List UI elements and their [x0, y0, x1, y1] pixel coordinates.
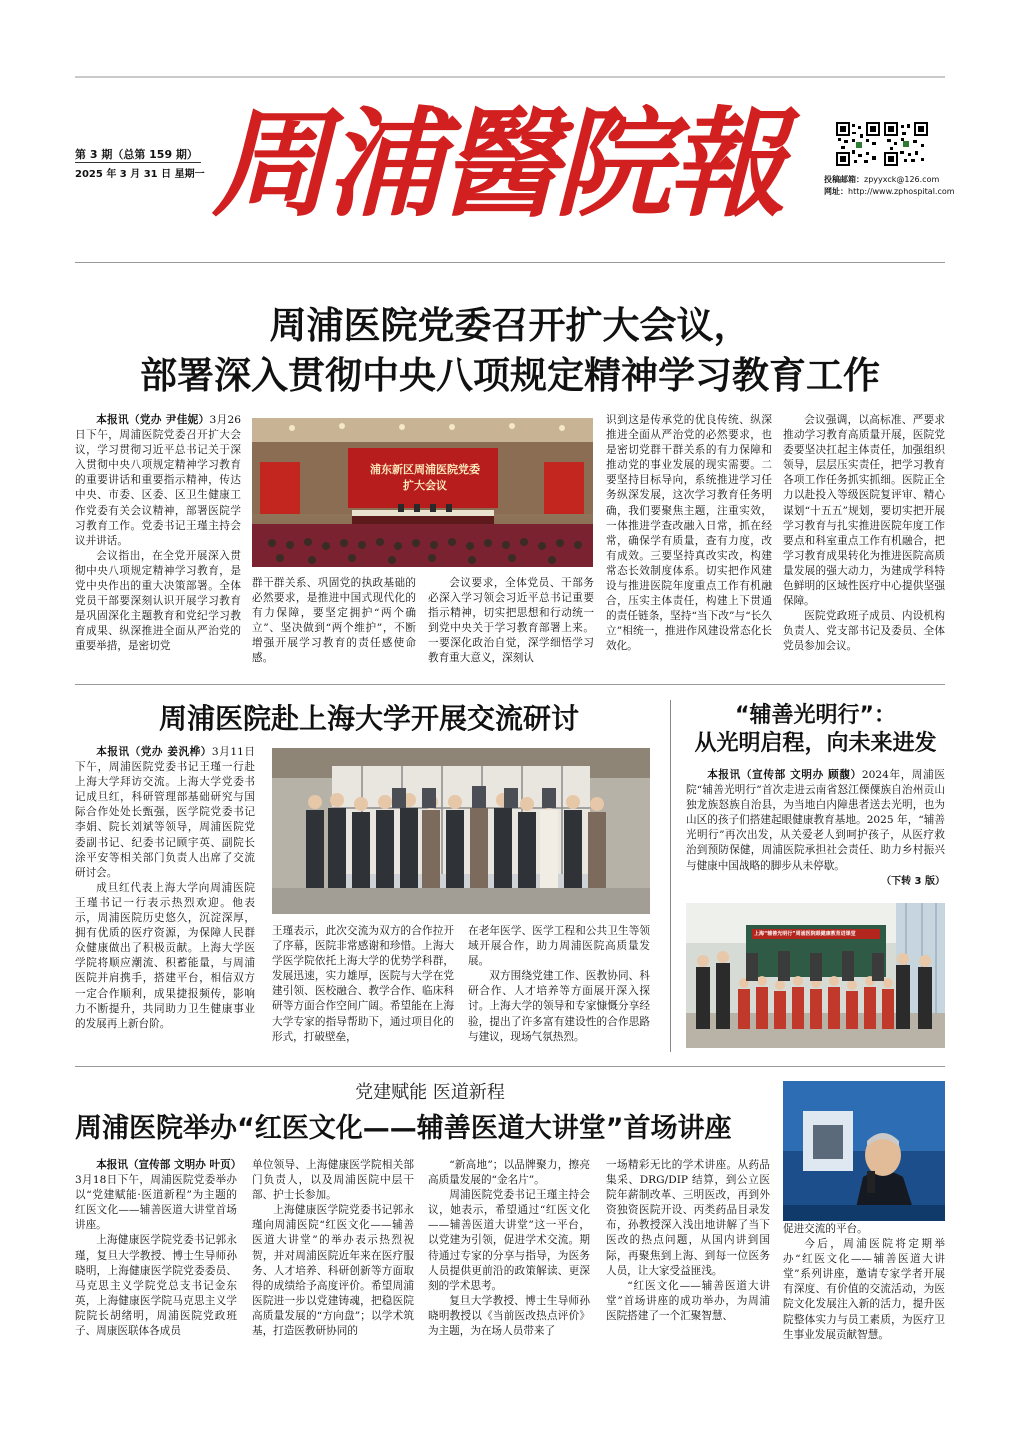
article4-col5-p1: 促进交流的平台。	[783, 1223, 868, 1235]
article3-lead: 本报讯（宣传部 文明办 顾馥）	[707, 769, 862, 781]
article1-col2: 群干群关系、巩固党的执政基础的必然要求，是推进中国式现代化的有力保障，要坚定拥护“两个确立”、坚决做到“两个维护”，不断增强开展学习教育的责任感使命感。	[252, 577, 416, 665]
article1-col3	[428, 576, 594, 667]
article4-col2-p1: 单位领导、上海健康医学院相关部门负责人，以及周浦医院中层干部、护士长参加。	[252, 1159, 414, 1202]
email-value: zpyyxck@126.com	[864, 175, 940, 184]
section-rule-1	[75, 684, 945, 685]
article4-col1	[75, 1158, 242, 1339]
article4-col4	[606, 1158, 770, 1324]
article4-headline: 周浦医院举办“红医文化——辅善医道大讲堂”首场讲座	[75, 1113, 732, 1144]
article2-col1-p2: 成旦红代表上海大学向周浦医院王瑾书记一行表示热烈欢迎。他表示，周浦医院历史悠久，沉淀深厚，拥有优质的医疗资源，为保障人民群众健康做出了积极贡献。上海大学医学院将顺应潮流、积蓄能量，与周浦医院并肩携手，搭建平台，相信双方一定合作顺利，成果捷报频传，影响力不断提升，共同助力卫生健康事业的发展再上新台阶。	[75, 881, 255, 1030]
web-line	[824, 186, 955, 197]
article1-col4-p1: 识到这是传承党的优良传统、纵深推进全面从严治党的必然要求，也是密切党群干群关系的有力保障和推动党的事业发展的现实需要。二要坚持目标导向，系统推进学习任务纵深发展，这次学习教育任务明确，我们要聚焦主题，注重实效，一体推进学查改融入日常，抓在经常，确保学有质量，查有力度，改有成效。三要坚持真改实改，构建常态长效制度体系。切实把作风建设与推进医院年度重点工作有机融合，压实主体责任，构建上下贯通的责任链条，坚持“当下改”与“长久立”相统一，推进作风建设常态化长效化。	[606, 414, 772, 653]
issue-number: 第 3 期（总第 159 期）	[75, 148, 198, 161]
article1-col3-p1: 会议要求，全体党员、干部务必深入学习领会习近平总书记重要指示精神，切实把思想和行动统一到党中央关于学习教育部署上来。一要深化政治自觉，深学细悟学习教育重大意义，深刻认	[428, 577, 594, 665]
article4-col2	[252, 1158, 414, 1339]
classroom-banner-text: 上海“辅善光明行”周浦医院眼健康教育进课堂	[754, 931, 856, 937]
article4-col1-p1: 3月18日下午，周浦医院党委举办以“党建赋能·医道新程”为主题的红医文化——辅善医道大讲堂首场讲座。	[75, 1174, 237, 1232]
article2-col3-p2: 双方围绕党建工作、医教协同、科研合作、人才培养等方面展开深入探讨。上海大学的领导和专家慷慨分享经验，提出了许多富有建设性的合作思路与建议，现场气氛热烈。	[468, 970, 650, 1043]
article3-p1: 2024年，周浦医院“辅善光明行”首次走进云南省怒江傈僳族自治州贡山独龙族怒族自治县，为当地白内障患者送去光明，也为山区的孩子们搭建起眼健康教育基地。2025 年，“辅善光明行”再次出发，从关爱老人到呵护孩子，从医疗救治到预防保健，周浦医院承担社会责任、助力乡村振兴与健康中国战略的脚步从未停歇。	[686, 769, 945, 872]
article4-kicker: 党建赋能 医道新程	[355, 1082, 505, 1103]
issue-underline	[75, 162, 201, 163]
masthead-rule	[75, 262, 945, 263]
qr-code-icon	[836, 122, 880, 166]
article1-col1	[75, 413, 241, 655]
email-line	[824, 174, 939, 185]
article4-col4-p2: “红医文化——辅善医道大讲堂”首场讲座的成功举办，为周浦医院搭建了一个汇聚智慧、	[606, 1279, 770, 1322]
top-rule	[75, 76, 945, 78]
article2-col3	[468, 924, 650, 1045]
article3-continued: （下转 3 版）	[881, 875, 945, 887]
article1-headline-line1: 周浦医院党委召开扩大会议，	[269, 304, 751, 347]
article2-col1-p1: 3月11日下午，周浦医院党委书记王瑾一行赴上海大学拜访交流。上海大学党委书记成旦红，科研管理部基础研究与国际合作处处长甄强，医学院党委书记李娟、院长刘斌等领导，周浦医院党委副书记、纪委书记顾宇英、副院长涂平安等相关部门负责人出席了交流研讨会。	[75, 746, 255, 879]
issue-date: 2025 年 3 月 31 日 星期一	[75, 169, 205, 180]
article3-headline-line1: “辅善光明行”：	[735, 703, 896, 728]
web-value: http://www.zphospital.com	[848, 187, 955, 196]
vertical-divider	[670, 700, 671, 1052]
article4-col3-p2: 周浦医院党委书记王瑾主持会议，她表示，希望通过“红医文化——辅善医道大讲堂”这一平台，以党建为引领，促进学术交流。期待通过专家的分享与指导，为医务人员提供更前沿的政策解读、更深刻的学术思考。	[428, 1189, 590, 1292]
meeting-banner-text2: 扩大会议	[403, 479, 447, 492]
article2-col3-p1: 在老年医学、医学工程和公共卫生等领域开展合作，助力周浦医院高质量发展。	[468, 925, 650, 968]
article1-col1-p2: 会议指出，在全党开展深入贯彻中央八项规定精神学习教育，是党中央作出的重大决策部署。全体党员干部要深刻认识开展学习教育是巩固深化主题教育和党纪学习教育成果、纵深推进全面从严治党的重要举措，是密切党	[75, 549, 241, 653]
article1-headline-line2: 部署深入贯彻中央八项规定精神学习教育工作	[140, 354, 880, 397]
article2-headline: 周浦医院赴上海大学开展交流研讨	[158, 702, 579, 735]
masthead-title: 周浦醫院報	[212, 94, 783, 233]
article4-col2-p2: 上海健康医学院党委书记郭永瑾向周浦医院“红医文化——辅善医道大讲堂”的举办表示热烈祝贺，并对周浦医院近年来在医疗服务、人才培养、科研创新等方面取得的成绩给予高度评价。希望周浦医院进一步以党建铸魂，把稳医院高质量发展的“方向盘”；以学术筑基，打造医教研协同的	[252, 1204, 414, 1338]
article1-col5	[783, 413, 945, 655]
article4-col3-p3: 复旦大学教授、博士生导师孙晓明教授以《当前医改热点评价》为主题，为在场人员带来了	[428, 1294, 590, 1338]
article1-col5-p2: 医院党政班子成员、内设机构负责人、党支部书记及委员、全体党员参加会议。	[783, 610, 945, 653]
article4-col1-p2: 上海健康医学院党委书记郭永瑾，复旦大学教授、博士生导师孙晓明，上海健康医学院党委委员、马克思主义学院党总支书记金东英，上海健康医学院马克思主义学院院长胡绪明，周浦医院党政班子、周康医联体各成员	[75, 1234, 237, 1338]
article4-col3	[428, 1158, 590, 1339]
meeting-banner-text: 浦东新区周浦医院党委	[370, 463, 480, 476]
classroom-group-photo	[686, 903, 945, 1048]
article3-body	[686, 768, 945, 889]
article1-col4	[606, 413, 772, 655]
article4-col3-p1: “新高地”；以品牌聚力，擦亮高质量发展的“金名片”。	[428, 1159, 590, 1187]
lecturer-photo	[783, 1081, 945, 1221]
group-photo-shanghai-university	[272, 748, 650, 914]
web-label: 网址：	[824, 187, 848, 196]
article2-col2: 王瑾表示，此次交流为双方的合作拉开了序幕，医院非常感谢和珍惜。上海大学医学院依托上海大学的优势学科群，发展迅速，实力雄厚，医院与大学在党建引领、医校融合、教学合作、临床科研等方面合作空间广阔。希望能在上海大学专家的指导帮助下，通过项目化的形式，打破壁垒，	[272, 925, 454, 1043]
article4-col4-p1: 一场精彩无比的学术讲座。从药品集采、DRG/DIP 结算，到公立医院年薪制改革、三明医改，再到外资独资医院开设、丙类药品目录发布，孙教授深入浅出地讲解了当下医改的热点问题，从国内讲到国际，再聚焦到上海、到每一位医务人员，让大家受益匪浅。	[606, 1159, 770, 1277]
article4-lead: 本报讯（宣传部 文明办 叶页）	[96, 1159, 242, 1171]
article1-col5-p1: 会议强调，以高标准、严要求推动学习教育高质量开展，医院党委要坚决扛起主体责任，加强组织领导，层层压实责任，把学习教育各项工作任务抓实抓细。医院正全力以赴投入等级医院复评审、精心谋划“十五五”规划，要切实把开展学习教育与扎实推进医院年度工作要点和科室重点工作有机融合，把学习教育成果转化为推进医院高质量发展的强大动力，为建成学科特色鲜明的区域性医疗中心提供坚强保障。	[783, 414, 945, 608]
email-label: 投稿邮箱：	[824, 175, 864, 184]
article2-lead: 本报讯（党办 姜汎桦）	[96, 746, 212, 758]
article2-col1	[75, 745, 255, 1032]
section-rule-2	[75, 1066, 945, 1067]
qr-code-icon	[884, 122, 928, 166]
article1-lead: 本报讯（党办 尹佳妮）	[96, 414, 210, 426]
article4-col5-p2: 今后，周浦医院将定期举办“红医文化——辅善医道大讲堂”系列讲座，邀请专家学者开展有深度、有价值的交流活动，为医院文化发展注入新的活力，提升医院整体实力与员工素质，为医疗卫生事业发展贡献智慧。	[783, 1238, 945, 1341]
article4-col5	[783, 1222, 945, 1343]
article1-col1-p1: 3月26日下午，周浦医院党委召开扩大会议，学习贯彻习近平总书记关于深入贯彻中央八项规定精神学习教育的重要讲话和重要指示精神，传达中央、市委、区委、区卫生健康工作党委有关会议精神，部署医院学习教育工作。党委书记王瑾主持会议并讲话。	[75, 414, 242, 547]
article3-headline-line2: 从光明启程，向未来进发	[694, 731, 937, 756]
